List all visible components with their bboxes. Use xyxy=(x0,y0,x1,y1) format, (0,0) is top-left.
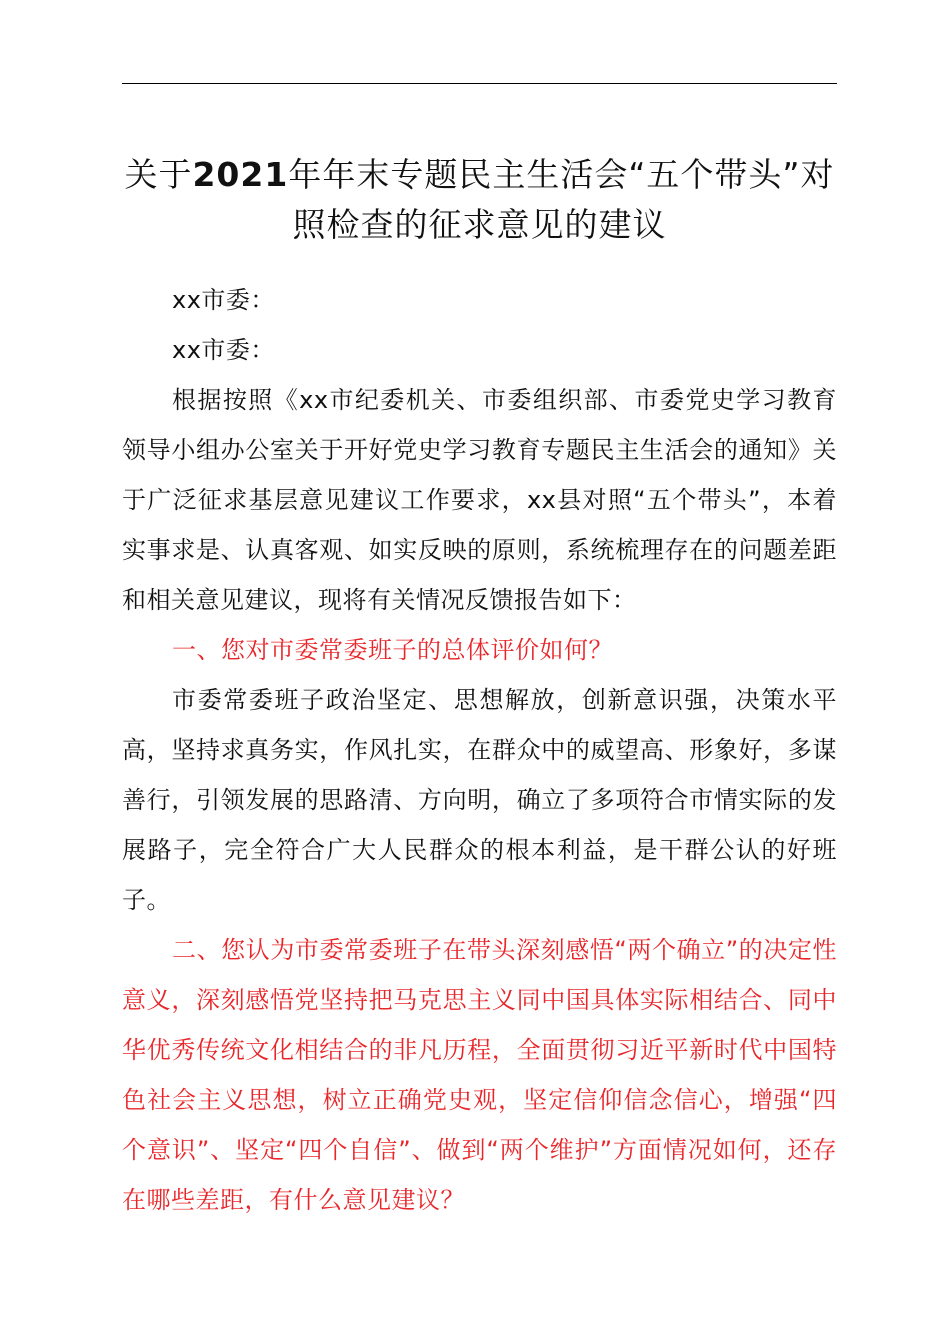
title-rest: 年年末专题民主生活会“五个带头”对照检查的征求意见的建议 xyxy=(288,155,835,244)
title-prefix: 关于 xyxy=(124,155,193,194)
salutation-paragraph-repeat: xx市委： xyxy=(172,336,275,364)
salutation-paragraph: xx市委： xyxy=(172,286,275,314)
question-1-heading: 一、您对市委常委班子的总体评价如何？ xyxy=(172,636,613,664)
question-2-heading: 二、您认为市委常委班子在带头深刻感悟“两个确立”的决定性意义，深刻感悟党坚持把马克思主义同中国具体实际相结合、同中华优秀传统文化相结合的非凡历程，全面贯彻习近平新时代中国特色社会主义思想，树立正确党史观，坚定信仰信念信心，增强“四个意识”、坚定“四个自信”、做到“两个维护”方面情况如何，还存在哪些差距，有什么意见建议？ xyxy=(122,936,837,1214)
intro-paragraph: 根据按照《xx市纪委机关、市委组织部、市委党史学习教育领导小组办公室关于开好党史学习教育专题民主生活会的通知》关于广泛征求基层意见建议工作要求，xx县对照“五个带头”，本着实事求是、认真客观、如实反映的原则，系统梳理存在的问题差距和相关意见建议，现将有关情况反馈报告如下： xyxy=(122,386,837,614)
document-title xyxy=(122,150,837,250)
title-year: 2021 xyxy=(192,155,289,194)
header-rule xyxy=(122,83,837,84)
answer-1-paragraph: 市委常委班子政治坚定、思想解放，创新意识强，决策水平高，坚持求真务实，作风扎实，在群众中的威望高、形象好，多谋善行，引领发展的思路清、方向明，确立了多项符合市情实际的发展路子，完全符合广大人民群众的根本利益，是干群公认的好班子。 xyxy=(122,686,837,914)
document-body xyxy=(122,275,837,1225)
